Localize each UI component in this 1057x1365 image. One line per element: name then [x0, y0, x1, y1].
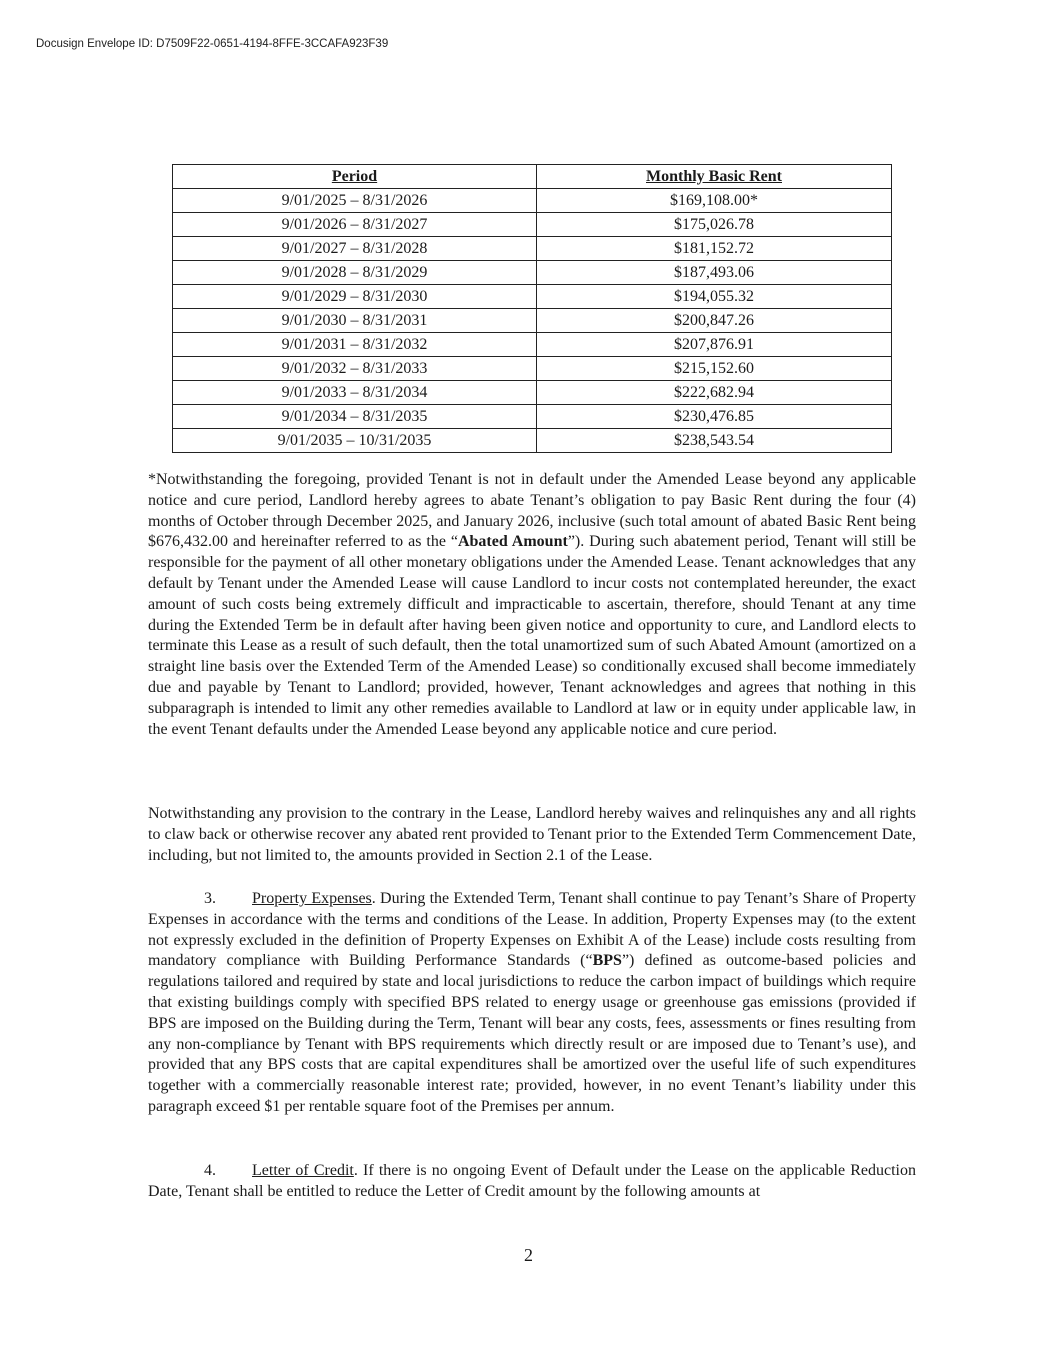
section-number: 3.: [204, 890, 216, 907]
rent-cell: $175,026.78: [537, 213, 892, 237]
page-number: 2: [524, 1245, 533, 1265]
period-cell: 9/01/2033 – 8/31/2034: [173, 381, 537, 405]
rent-cell: $215,152.60: [537, 357, 892, 381]
table-row: [173, 357, 892, 381]
waiver-paragraph: Notwithstanding any provision to the contrary in the Lease, Landlord hereby waives and relinquishes any and all rights to claw back or otherwise recover any abated rent provided to Tenant prior to the Extended Term Commencement Date, including, but not limited to, the amounts provided in Section 2.1 of the Lease.: [148, 805, 916, 864]
letter-of-credit-section: 4. Letter of Credit. If there is no ongoing Event of Default under the Lease on the applicable Reduction Date, Tenant shall be entitled to reduce the Letter of Credit amount by the following amounts at: [148, 1162, 916, 1200]
rent-cell: $222,682.94: [537, 381, 892, 405]
rent-table: [172, 164, 892, 453]
abated-amount-term: Abated Amount: [457, 533, 568, 551]
docusign-envelope-id: Docusign Envelope ID: D7509F22-0651-4194-8FFE-3CCAFA923F39: [36, 38, 389, 50]
property-expenses-section: 3. Property Expenses. During the Extended Term, Tenant shall continue to pay Tenant’s Share of Property Expenses in accordance with the terms and conditions of the Lease. In addition, Property Expenses may (to the extent not expressly excluded in the definition of Property Expenses on Exhibit A of the Lease) include costs resulting from mandatory compliance with Building Performance Standards (“BPS”) defined as outcome-based policies and regulations tailored and required by state and local jurisdictions to reduce the carbon impact of buildings which require that existing buildings comply with specified BPS related to energy usage or greenhouse gas emissions (provided if BPS are imposed on the Building during the Term, Tenant will bear any costs, fees, assessments or fines resulting from any non-compliance by Tenant with BPS requirements which directly result or are imposed due to Tenant’s use), and provided that any BPS costs that are capital expenditures shall be amortized over the useful life of such expenditures together with a commercially reasonable interest rate; provided, however, in no event Tenant’s liability under this paragraph exceed $1 per rentable square foot of the Premises per annum.: [148, 890, 917, 1115]
period-cell: 9/01/2027 – 8/31/2028: [173, 237, 537, 261]
rent-cell: $187,493.06: [537, 261, 892, 285]
table-row: [173, 285, 892, 309]
table-row: [173, 429, 892, 453]
monthly-basic-rent-header: Monthly Basic Rent: [537, 165, 892, 189]
period-cell: 9/01/2035 – 10/31/2035: [173, 429, 537, 453]
rent-cell: $169,108.00*: [537, 189, 892, 213]
period-cell: 9/01/2028 – 8/31/2029: [173, 261, 537, 285]
table-row: [173, 189, 892, 213]
rent-table-header-row: [173, 165, 892, 189]
period-cell: 9/01/2030 – 8/31/2031: [173, 309, 537, 333]
period-cell: 9/01/2032 – 8/31/2033: [173, 357, 537, 381]
rent-cell: $230,476.85: [537, 405, 892, 429]
section-heading: Letter of Credit: [252, 1162, 354, 1179]
table-row: [173, 237, 892, 261]
section-number: 4.: [204, 1162, 216, 1179]
rent-cell: $200,847.26: [537, 309, 892, 333]
rent-cell: $194,055.32: [537, 285, 892, 309]
period-cell: 9/01/2025 – 8/31/2026: [173, 189, 537, 213]
period-cell: 9/01/2034 – 8/31/2035: [173, 405, 537, 429]
abatement-paragraph: *Notwithstanding the foregoing, provided Tenant is not in default under the Amended Lease beyond any applicable notice and cure period, Landlord hereby agrees to abate Tenant’s obligation to pay Basic Rent during the four (4) months of October through December 2025, and January 2026, inclusive (such total amount of abated Basic Rent being $676,432.00 and hereinafter referred to as the “Abated Amount”). During such abatement period, Tenant will still be responsible for the payment of all other monetary obligations under the Amended Lease. Tenant acknowledges that any default by Tenant under the Amended Lease will cause Landlord to incur costs not contemplated hereunder, the exact amount of such costs being extremely difficult and impracticable to ascertain, therefore, should Tenant at any time during the Extended Term be in default after having been given notice and opportunity to cure, and Landlord elects to terminate this Lease as a result of such default, then the total unamortized sum of such Abated Amount (amortized on a straight line basis over the Extended Term of the Amended Lease) so conditionally excused shall become immediately due and payable by Tenant to Landlord; provided, however, Tenant acknowledges and agrees that nothing in this subparagraph is intended to limit any other remedies available to Landlord at law or in equity under applicable law, in the event Tenant defaults under the Amended Lease beyond any applicable notice and cure period.: [148, 471, 917, 738]
period-header: Period: [173, 165, 537, 189]
section-heading: Property Expenses: [252, 890, 372, 907]
table-row: [173, 333, 892, 357]
table-row: [173, 309, 892, 333]
period-cell: 9/01/2026 – 8/31/2027: [173, 213, 537, 237]
period-cell: 9/01/2029 – 8/31/2030: [173, 285, 537, 309]
rent-cell: $207,876.91: [537, 333, 892, 357]
bps-term: BPS: [592, 952, 622, 970]
table-row: [173, 405, 892, 429]
period-cell: 9/01/2031 – 8/31/2032: [173, 333, 537, 357]
table-row: [173, 261, 892, 285]
rent-cell: $181,152.72: [537, 237, 892, 261]
rent-cell: $238,543.54: [537, 429, 892, 453]
table-row: [173, 213, 892, 237]
table-row: [173, 381, 892, 405]
